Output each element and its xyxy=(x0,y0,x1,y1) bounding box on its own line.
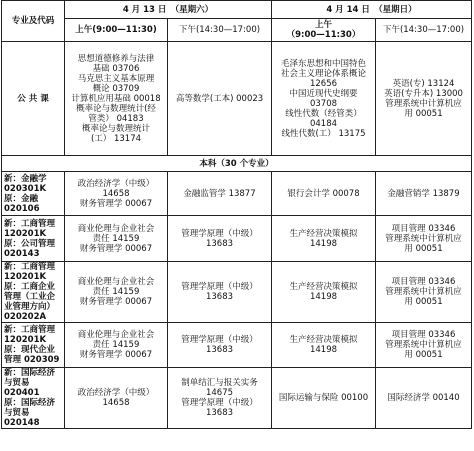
day2-pm-cell: 国际经济学 00140 xyxy=(376,368,472,429)
major-cell: 新：国际经济 与贸易 020401 原：国际经济 与贸易 020148 xyxy=(2,368,65,429)
public-day2-am: 毛泽东思想和中国特色 社会主义理论体系概论 12656 中国近现代史纲要 03708 线性代数（经管类） 04184 线性代数(工） 13175 xyxy=(272,42,376,156)
major-cell: 新：工商管理 120201K 原：公司管理 020143 xyxy=(2,216,65,262)
public-course-row xyxy=(2,42,472,156)
day2-pm-cell: 项目管理 03346 管理系统中计算机应 用 00051 xyxy=(376,216,472,262)
day2-header: 4 月 14 日 （星期日） xyxy=(272,1,472,19)
header-row-dates xyxy=(2,1,472,19)
day1-pm-cell: 制单结汇与报关实务 14675 管理学原理（中级） 13683 xyxy=(168,368,272,429)
day2-pm-cell: 金融营销学 13879 xyxy=(376,172,472,216)
day2-am-header: 上午 （9:00—11:30） xyxy=(272,19,376,42)
day1-pm-header: 下午(14:30—17:00) xyxy=(168,19,272,42)
day1-am-header: 上午(9:00—11:30) xyxy=(65,19,168,42)
exam-schedule-table xyxy=(1,0,472,429)
table-row xyxy=(2,368,472,429)
day1-am-cell: 商业伦理与企业社会 责任 14159 财务管理学 00067 xyxy=(65,323,168,368)
section-title: 本科（30 个专业） xyxy=(2,156,472,172)
day1-pm-cell: 管理学原理（中级） 13683 xyxy=(168,323,272,368)
major-cell: 新：工商管理 120201K 原：工商企业 管理（工业企 业管理方向） 020202A xyxy=(2,262,65,323)
section-row xyxy=(2,156,472,172)
major-cell: 新：金融学 020301K 原：金融 020106 xyxy=(2,172,65,216)
public-day1-am: 思想道德修养与法律 基础 03706 马克思主义基本原理 概论 03709 计算机应用基础 00018 概率论与数理统计(经 管类） 04183 概率论与数理统计 (工） 13174 xyxy=(65,42,168,156)
public-day1-pm: 高等数学(工本) 00023 xyxy=(168,42,272,156)
day2-am-cell: 国际运输与保险 00100 xyxy=(272,368,376,429)
day1-pm-cell: 管理学原理（中级） 13683 xyxy=(168,216,272,262)
major-cell: 新：工商管理 120201K 原：现代企业 管理 020309 xyxy=(2,323,65,368)
day2-am-cell: 银行会计学 00078 xyxy=(272,172,376,216)
day1-pm-cell: 金融监管学 13877 xyxy=(168,172,272,216)
day2-am-cell: 生产经营决策模拟 14198 xyxy=(272,323,376,368)
day2-pm-cell: 项目管理 03346 管理系统中计算机应 用 00051 xyxy=(376,262,472,323)
day2-am-cell: 生产经营决策模拟 14198 xyxy=(272,262,376,323)
table-row xyxy=(2,323,472,368)
table-row xyxy=(2,172,472,216)
day1-pm-cell: 管理学原理（中级） 13683 xyxy=(168,262,272,323)
table-row xyxy=(2,262,472,323)
public-day2-pm: 英语(专) 13124 英语(专升本) 13000 管理系统中计算机应 用 00051 xyxy=(376,42,472,156)
day1-am-cell: 商业伦理与企业社会 责任 14159 财务管理学 00067 xyxy=(65,216,168,262)
table-row xyxy=(2,216,472,262)
day1-am-cell: 商业伦理与企业社会 责任 14159 财务管理学 00067 xyxy=(65,262,168,323)
major-code-header: 专业及代码 xyxy=(2,1,65,42)
public-course-label: 公 共 课 xyxy=(2,42,65,156)
day2-am-cell: 生产经营决策模拟 14198 xyxy=(272,216,376,262)
day2-pm-header: 下午(14:30—17:00) xyxy=(376,19,472,42)
day2-pm-cell: 项目管理 03346 管理系统中计算机应 用 00051 xyxy=(376,323,472,368)
day1-am-cell: 政治经济学（中级） 14658 xyxy=(65,368,168,429)
day1-am-cell: 政治经济学（中级） 14658 财务管理学 00067 xyxy=(65,172,168,216)
header-row-sessions xyxy=(2,19,472,42)
day1-header: 4 月 13 日 （星期六） xyxy=(65,1,272,19)
